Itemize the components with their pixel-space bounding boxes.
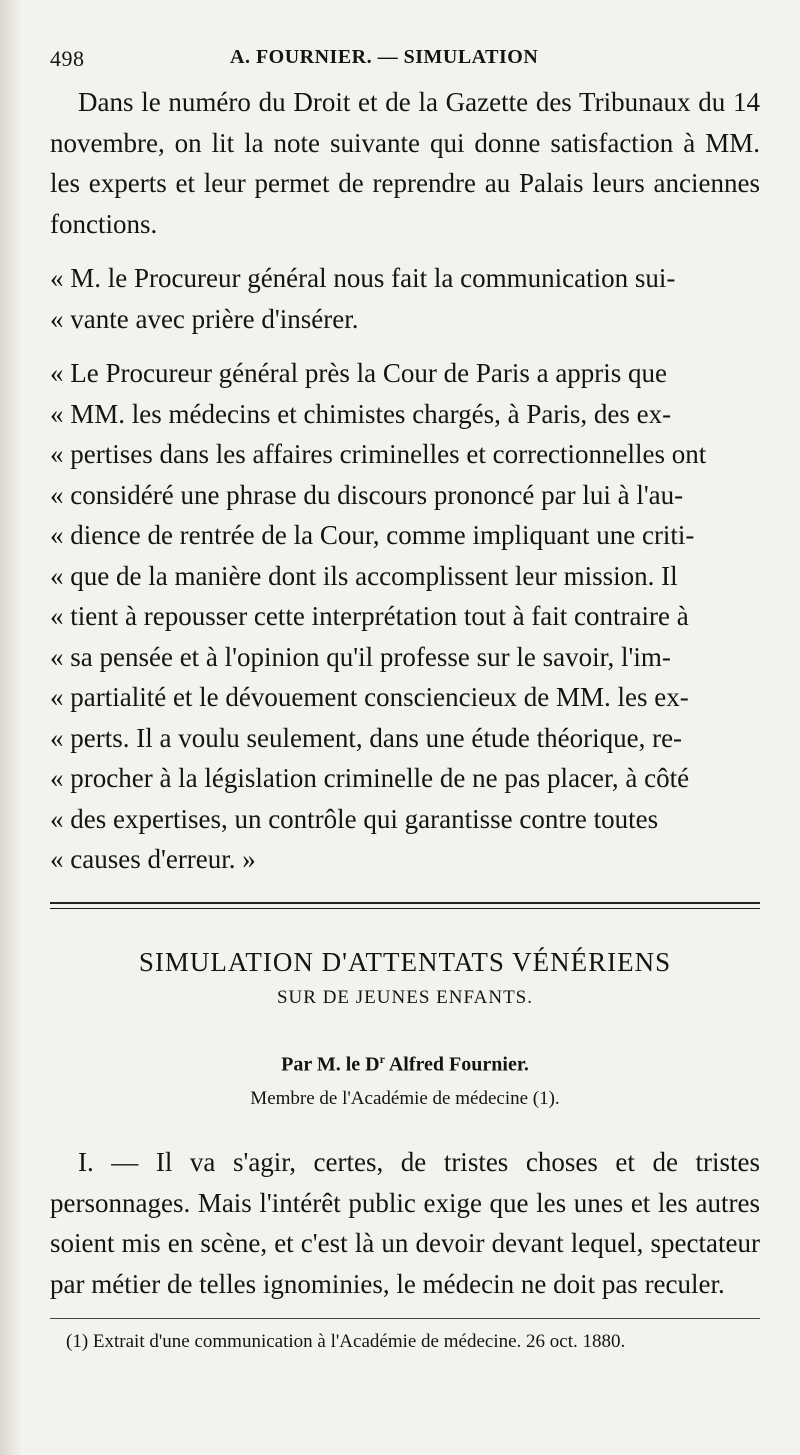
quote-line: « MM. les médecins et chimistes chargés, à Paris, des ex- [50, 398, 672, 429]
section-1-paragraph: I. — Il va s'agir, certes, de tristes choses et de tristes personnages. Mais l'intérêt public exige que les unes et les autres soient mis en scène, et c'est là un devoir devant lequel, spectateur par métier de telles ignominies, le médecin ne doit pas reculer. [50, 1147, 760, 1299]
quote-line: « des expertises, un contrôle qui garantisse contre toutes [50, 803, 659, 834]
quote-line: « sa pensée et à l'opinion qu'il professe sur le savoir, l'im- [50, 641, 671, 672]
running-head-title: A. FOURNIER. — SIMULATION [230, 46, 539, 68]
quote-line: « vante avec prière d'insérer. [50, 303, 359, 334]
quote-line: « procher à la législation criminelle de ne pas placer, à côté [50, 763, 690, 793]
footnote-rule [50, 1318, 760, 1319]
quote-line: « que de la manière dont ils accomplissent leur mission. Il [50, 560, 678, 591]
quote-line: « tient à repousser cette interprétation tout à fait contraire à [50, 601, 689, 631]
intro-paragraph: Dans le numéro du Droit et de la Gazette des Tribunaux du 14 novembre, on lit la note suivante qui donne satisfaction à MM. les experts et leur permet de reprendre au Palais leurs anciennes fonctions. [50, 87, 760, 239]
article-title: SIMULATION D'ATTENTATS VÉNÉRIENS [138, 946, 672, 977]
article-author [50, 1045, 760, 1079]
quote-block-2 [50, 353, 760, 880]
page-number: 498 [50, 46, 85, 71]
section-divider [50, 902, 760, 909]
quote-line: « causes d'erreur. » [50, 844, 256, 874]
quote-line: « pertises dans les affaires criminelles et correctionnelles ont [50, 439, 707, 469]
author-title-superscript: r [379, 1051, 385, 1066]
quote-line: « perts. Il a voulu seulement, dans une étude théorique, re- [50, 722, 683, 753]
author-affiliation: Membre de l'Académie de médecine (1). [250, 1088, 560, 1110]
quote-line: « partialité et le dévouement consciencieux de MM. les ex- [50, 682, 689, 712]
quote-block-1 [50, 258, 760, 339]
author-prefix: Par M. le D [281, 1053, 380, 1076]
page-gutter-shadow [0, 0, 22, 1455]
running-head [50, 34, 760, 82]
quote-line: « dience de rentrée de la Cour, comme impliquant une criti- [50, 520, 695, 550]
article-subtitle: SUR DE JEUNES ENFANTS. [276, 986, 533, 1008]
quote-line: « Le Procureur général près la Cour de Paris a appris que [50, 358, 668, 388]
quote-line: « M. le Procureur général nous fait la communication sui- [50, 263, 676, 293]
quote-line: « considéré une phrase du discours prononcé par lui à l'au- [50, 479, 684, 510]
author-name: Alfred Fournier. [384, 1053, 529, 1076]
footnote: (1) Extrait d'une communication à l'Académie de médecine. 26 oct. 1880. [66, 1331, 626, 1353]
